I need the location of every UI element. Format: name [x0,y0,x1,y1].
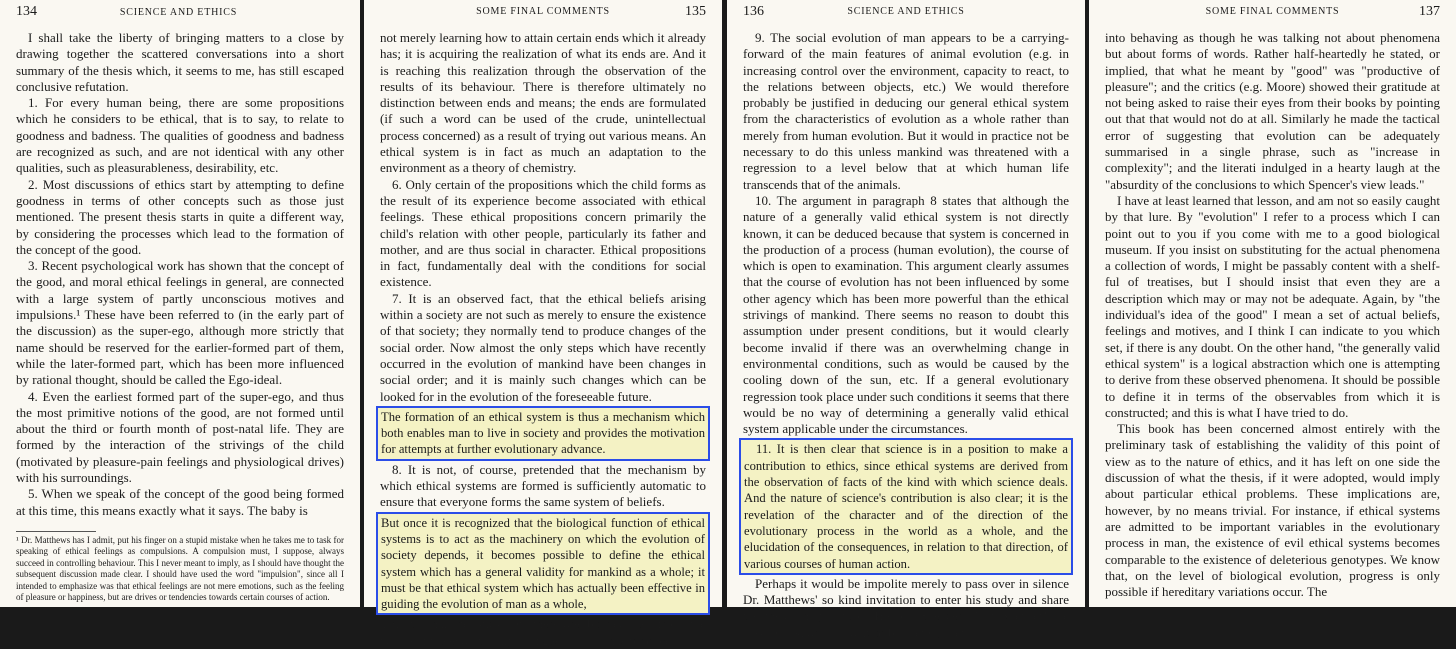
running-head: SOME FINAL COMMENTS [476,6,610,17]
paragraph-spencer: Perhaps it would be impolite merely to pass over in silence Dr. Matthews' so kind invitation to enter his study and share the melancholy fate of Herbert Spencer. Poor Spencer! He was cajoled or bamboozled by literary men [743,575,1069,640]
paragraph-1: 1. For every human being, there are some propositions which he considers to be ethical, that is to say, to relate to goodness and badness. The qualities of goodness and badness are recognized as such, and are not identical with any other qualities, such as pleasurableness, desirability, etc. [16,95,344,176]
paragraph-9: 9. The social evolution of man appears to be a carrying-forward of the main features of animal evolution (e.g. in increasing control over the environment, capacity to react, to the relations between objects, etc.) We would therefore probably be justified in deducing our general ethical system from the characteristics of evolution as a whole rather than merely from human evolution. But it would in practice not be necessary to do this unless mankind was threatened with a regression to a level below that at which human life transcends that of the animals. [743,30,1069,192]
running-head: SCIENCE AND ETHICS [847,6,965,17]
paragraph-10: 10. The argument in paragraph 8 states that although the nature of a generally valid ethical system is not directly known, it can be deduced because that system is concerned in the production of a process (human evolution), the course of which is open to examination. This argument clearly assumes that the course of evolution has not been influenced by some other agency which has been more powerful than the ethical strivings of mankind. There seems no reason to doubt this assumption under present conditions, but it would clearly become invalid if there was an overwhelming change in environmental conditions, such as would be caused by the cooling down of the sun, etc. If a general evolutionary regression took place under such conditions it seems that there would be no way of determining a generally valid ethical system applicable under the circumstances. [743,192,1069,437]
page-header [380,0,706,24]
paragraph-4: 4. Even the earliest formed part of the super-ego, and thus the most primitive notions of the good, are not formed until about the third or fourth month of post-natal life. They are formed by the interaction of the strivings of the child (motivated by pleasure-pain feelings and physiological drives) with his surroundings. [16,388,344,486]
page-header [743,0,1069,24]
book-page-134 [0,0,360,607]
highlight-box [376,406,710,461]
page-number: 137 [1419,4,1440,19]
paragraph-lesson: I have at least learned that lesson, and am not so easily caught by that lure. By "evolution" I refer to a process which I can point out to you if you come with me to a good biological museum. If you insist on substituting for the actual phenomena a collection of words, I might be passably content with a shelf-ful of treatises, but I should insist that even they are a description which may or may not be adequate. Again, by "the individual's idea of the good" I mean a set of actual beliefs, feelings and motives, and I think I can indicate to you which set, if there is any doubt. On the other hand, "the generally valid ethical system" is a logical abstraction which one is attempting to derive from these observed phenomena. It should be possible to define it in terms of the observables from which it is constructed; and this is what I have tried to do. [1105,192,1440,420]
book-page-137 [1089,0,1456,607]
page-number: 135 [685,4,706,19]
book-page-135 [364,0,722,648]
paragraph-book: This book has been concerned almost entirely with the preliminary task of establishing the validity of this point of view as to the nature of ethics, and it has left on one side the discussion of what the thesis, if it were adopted, would imply about particular ethical problems. These implications are, however, by no means trivial. For instance, if ethical systems are admitted to be important variables in the evolutionary process in man, the existence of evil ethical systems becomes comparable to the existence of deleterious genotypes. We know that, on the level of biological evolution, progress is only possible if hereditary variations occur. The [1105,421,1440,600]
footnote [16,525,344,604]
paragraph-7: 7. It is an observed fact, that the ethical beliefs arising within a society are not such as merely to ensure the existence of that society; they normally tend to produce changes of the social order. Now almost the only steps which have recently occurred in the evolution of mankind have been changes in social order; and it is mainly such changes which can be looked for in the evolution of the foreseeable future. [380,290,706,404]
footnote-text: ¹ Dr. Matthews has I admit, put his finger on a stupid mistake when he takes me to task for speaking of ethical feelings as compulsions. A compulsion must, I suppose, always succeed in controlling behaviour. This I never meant to imply, as I should have thought the subsequent discussion made clear. I should have used the word "impulsion", since all I intended to emphasize was that ethical feelings are not mere emotions, such as the feeling of pleasure or happiness, but are drives or tendencies towards certain courses of action. [16,534,344,603]
highlighted-text: But once it is recognized that the biological function of ethical systems is to act as the machinery on which the evolution of society depends, it becomes possible to define the ethical system which has a general validity for mankind as a whole; it must be that ethical system which has actually been effective in guiding the evolution of man as a whole, [381,515,705,612]
page-header [1105,0,1440,24]
page-header [16,0,344,24]
paragraph-continued: into behaving as though he was talking not about phenomena but about forms of words. Rather half-heartedly he stated, or implied, that what he meant by "good" was "productive of pleasure"; and the critics (e.g. Moore) showed their gratitude at not being asked to raise their eyes from their books by pointing out that that would not do at all. Similarly he made the tactical error of suggesting that evolution can be adequately summarised in a single phrase, such as "increase in complexity"; and the literati indulged in a hearty laugh at the "absurdity of the conclusions to which Spencer's view leads." [1105,30,1440,192]
paragraph-6: 6. Only certain of the propositions which the child forms as the result of its experience become associated with ethical feelings. These ethical propositions concern primarily the child's relation with other people, particularly its father and mother, and are thus social in character. Ethical propositions in fact, fundamentally deal with the conditions for social existence. [380,176,706,290]
highlighted-text: The formation of an ethical system is thus a mechanism which both enables man to live in society and provides the motivation for attempts at further evolutionary advance. [381,409,705,457]
paragraph-5: 5. When we speak of the concept of the good being formed at this time, this means exactly what it says. The baby is [16,486,344,518]
paragraph-continued: not merely learning how to attain certain ends which it already has; it is acquiring the realization of what its ends are. And it is reaching this realization through the observation of the results of its behaviour. There is therefore ultimately no distinction between ends and means; the ends are formulated (if such a word can be used of the crude, unintellectual process concerned) as a result of trying out various means. An ethical system is in fact as much an adaptation to the environment as a theory of chemistry. [380,30,706,176]
paragraph-3: 3. Recent psychological work has shown that the concept of the good, and moral ethical feelings in general, are connected with a large system of partly unconscious motives and impulsions.¹ These have been referred to (in the early part of the discussion) as the super-ego, although more strictly that name should be reserved for the earlier-formed part of them, while the later-formed part, which has been more influenced by rational thought, should be called the Ego-ideal. [16,258,344,388]
paragraph-8-end: and its characteristics can therefore be deduced from the nature of the evolutionary changes which it has produced. [380,616,706,648]
page-number: 136 [743,4,764,19]
paragraph-2: 2. Most discussions of ethics start by attempting to define goodness in terms of other concepts such as those just mentioned. The present thesis starts in quite a different way, by considering the processes which lead to the formation of the concept of the good. [16,176,344,257]
highlight-box [739,438,1073,574]
running-head: SOME FINAL COMMENTS [1205,6,1340,17]
page-number: 134 [16,4,37,19]
highlight-box [376,512,710,616]
paragraph-8: 8. It is not, of course, pretended that the mechanism by which ethical systems are formed is sufficiently automatic to ensure that everyone forms the same system of beliefs. [380,461,706,510]
paragraph-11: 11. It is then clear that science is in a position to make a contribution to ethics, since ethical systems are derived from the observation of facts of the kind with which science deals. And the nature of science's contribution is also clear; it is the revelation of the character and of the direction of the evolutionary process in the world as a whole, and the elucidation of the consequences, in relation to that direction, of various courses of human action. [744,442,1068,571]
footnote-rule [16,531,96,532]
running-head: SCIENCE AND ETHICS [119,7,238,18]
paragraph-intro: I shall take the liberty of bringing matters to a close by drawing together the scattered conversations into a short summary of the thesis which, it seems to me, has still escaped conclusive refutation. [16,30,344,94]
book-page-136 [727,0,1085,640]
